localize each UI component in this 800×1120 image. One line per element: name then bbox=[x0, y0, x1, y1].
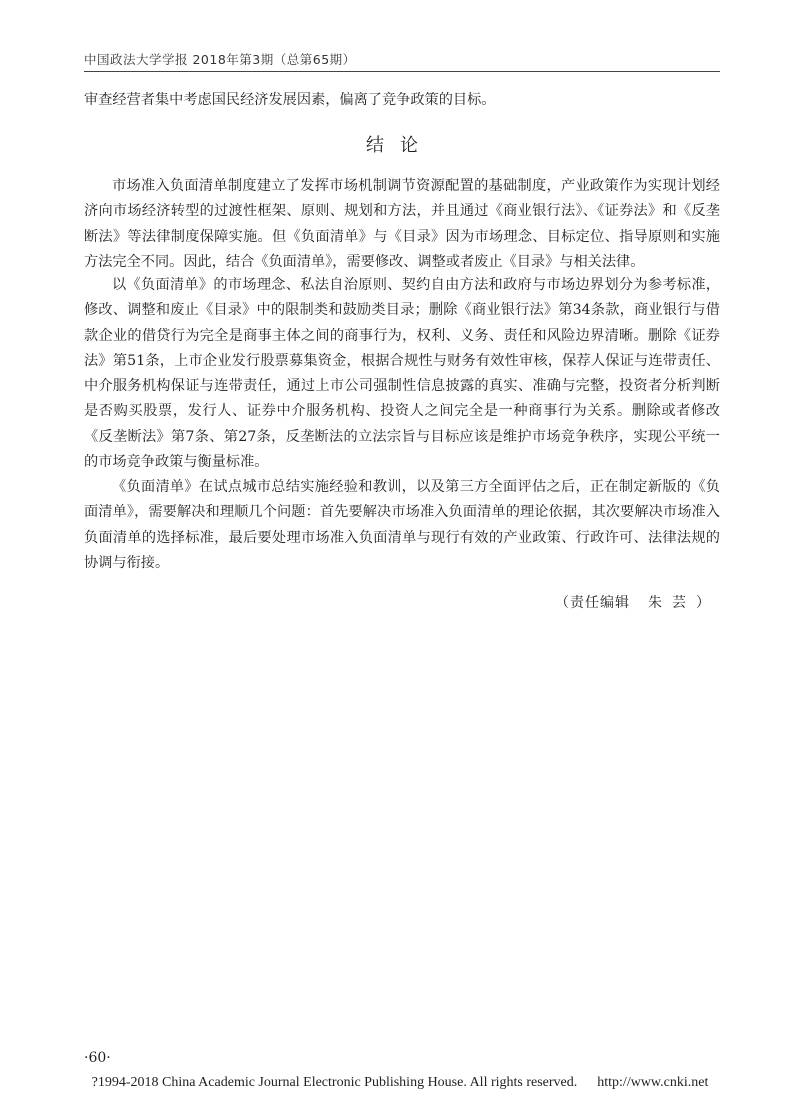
copyright-text: ?1994-2018 China Academic Journal Electronic Publishing House. All rights reserved. bbox=[91, 1075, 578, 1090]
page-number: ·60· bbox=[84, 1050, 111, 1066]
section-title: 结论 bbox=[366, 135, 434, 156]
cnki-url: http://www.cnki.net bbox=[597, 1075, 709, 1090]
running-header: 中国政法大学学报 2018年第3期（总第65期） bbox=[84, 52, 356, 67]
paragraph-1: 市场准入负面清单制度建立了发挥市场机制调节资源配置的基础制度，产业政策作为实现计划经济向市场经济转型的过渡性框架、原则、规划和方法，并且通过《商业银行法》、《证券法》和《反垄断法》等法律制度保障实施。但《负面清单》与《目录》因为市场理念、目标定位、指导原则和实施方法完全不同。因此，结合《负面清单》，需要修改、调整或者废止《目录》与相关法律。 bbox=[84, 178, 720, 270]
editor-credit bbox=[555, 592, 720, 612]
paragraph-2: 以《负面清单》的市场理念、私法自治原则、契约自由方法和政府与市场边界划分为参考标准，修改、调整和废止《目录》中的限制类和鼓励类目录；删除《商业银行法》第34条款，商业银行与借款企业的借贷行为完全是商事主体之间的商事行为，权利、义务、责任和风险边界清晰。删除《证券法》第51条，上市企业发行股票募集资金，根据合规性与财务有效性审核，保荐人保证与连带责任、中介服务机构保证与连带责任，通过上市公司强制性信息披露的真实、准确与完整，投资者分析判断是否购买股票，发行人、证券中介服务机构、投资人之间完全是一种商事行为关系。删除或者修改《反垄断法》第7条、第27条，反垄断法的立法宗旨与目标应该是维护市场竞争秩序，实现公平统一的市场竞争政策与衡量标准。 bbox=[84, 277, 720, 471]
editor-label: （责任编辑 bbox=[555, 595, 630, 611]
continued-paragraph: 审查经营者集中考虑国民经济发展因素，偏离了竞争政策的目标。 bbox=[84, 92, 496, 108]
header-rule bbox=[84, 71, 720, 72]
copyright-line bbox=[0, 1075, 800, 1091]
editor-name: 朱芸） bbox=[648, 595, 720, 611]
paragraph-3: 《负面清单》在试点城市总结实施经验和教训，以及第三方全面评估之后，正在制定新版的《负面清单》，需要解决和理顺几个问题：首先要解决市场准入负面清单的理论依据，其次要解决市场准入负面清单的选择标准，最后要处理市场准入负面清单与现行有效的产业政策、行政许可、法律法规的协调与衔接。 bbox=[84, 479, 720, 571]
